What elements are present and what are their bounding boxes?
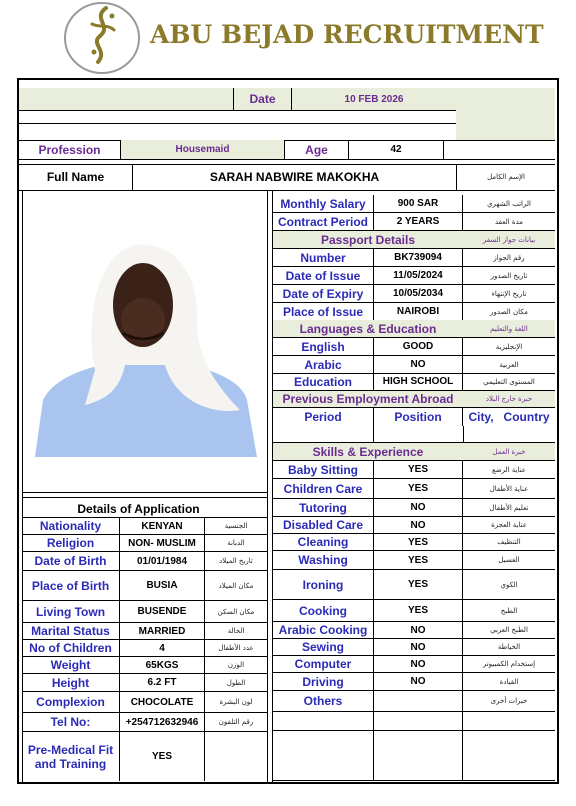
job-label: Contract Period <box>273 213 373 231</box>
application-label: Religion <box>22 534 119 551</box>
application-arabic: مكان الميلاد <box>205 570 267 600</box>
application-arabic: الطول <box>205 673 267 691</box>
divider <box>19 190 555 191</box>
job-arabic: مدة العقد <box>463 213 555 231</box>
employment-title-arabic: خبرة خارج البلاد <box>463 391 555 408</box>
skills-label: Cleaning <box>273 534 373 551</box>
divider <box>463 426 464 443</box>
skills-label: Arabic Cooking <box>273 622 373 639</box>
passport-title-arabic: بيانات جواز السفر <box>463 231 555 249</box>
job-label: Monthly Salary <box>273 195 373 213</box>
application-title: Details of Application <box>77 502 200 516</box>
skills-arabic: خبرات أخرى <box>463 691 555 712</box>
skills-value: NO <box>373 622 463 639</box>
skills-value: NO <box>373 499 463 517</box>
passport-value: 10/05/2034 <box>373 285 463 303</box>
languages-arabic: الإنجليزية <box>463 338 555 356</box>
passport-arabic: تاريخ الإنتهاء <box>463 285 555 303</box>
employment-empty-row <box>273 426 555 443</box>
application-value: 6.2 FT <box>119 673 205 691</box>
skills-arabic: الطبخ العربي <box>463 622 555 639</box>
fullname-value: SARAH NABWIRE MAKOKHA <box>132 164 457 190</box>
employment-location-header: City, Country <box>468 410 550 424</box>
passport-title: Passport Details <box>273 231 463 249</box>
application-label: Pre-Medical Fit and Training <box>22 731 119 781</box>
passport-label: Date of Expiry <box>273 285 373 303</box>
languages-label: English <box>273 338 373 356</box>
employment-title: Previous Employment Abroad <box>273 391 463 408</box>
candidate-photo <box>25 195 265 457</box>
skills-value: NO <box>373 517 463 534</box>
job-value: 2 YEARS <box>373 213 463 231</box>
divider <box>373 426 374 443</box>
skills-arabic: التنظيف <box>463 534 555 551</box>
employment-position-header: Position <box>373 408 463 426</box>
application-label: Nationality <box>22 517 119 534</box>
divider <box>22 497 267 498</box>
skills-value: YES <box>373 461 463 479</box>
employment-period-header: Period <box>304 410 342 424</box>
skills-label: Computer <box>273 656 373 673</box>
application-label: Date of Birth <box>22 551 119 570</box>
skills-title: Skills & Experience <box>273 443 463 461</box>
empty-row <box>463 731 555 781</box>
passport-label: Number <box>273 249 373 267</box>
application-arabic: الوزن <box>205 656 267 673</box>
application-value: BUSENDE <box>119 600 205 622</box>
application-label: Weight <box>22 656 119 673</box>
application-label: Living Town <box>22 600 119 622</box>
skills-label: Children Care <box>273 479 373 499</box>
skills-value: YES <box>373 600 463 622</box>
passport-label: Place of Issue <box>273 303 373 321</box>
passport-arabic: رقم الجواز <box>463 249 555 267</box>
application-value: 01/01/1984 <box>119 551 205 570</box>
empty-row <box>373 731 463 781</box>
company-logo <box>62 0 142 76</box>
age-label: Age <box>285 140 349 159</box>
skills-label: Baby Sitting <box>273 461 373 479</box>
passport-arabic: مكان الصدور <box>463 303 555 321</box>
application-arabic: الديانة <box>205 534 267 551</box>
application-value: MARRIED <box>119 622 205 639</box>
skills-value: YES <box>373 479 463 499</box>
languages-label: Arabic <box>273 356 373 374</box>
company-title: ABU BEJAD RECRUITMENT <box>150 20 544 49</box>
languages-arabic: المستوى التعليمي <box>463 373 555 391</box>
application-value: NON- MUSLIM <box>119 534 205 551</box>
languages-value: NO <box>373 356 463 374</box>
passport-value: NAIROBI <box>373 303 463 321</box>
application-value: CHOCOLATE <box>119 691 205 712</box>
skills-arabic: القيادة <box>463 673 555 691</box>
profession-label: Profession <box>38 142 101 157</box>
languages-value: HIGH SCHOOL <box>373 373 463 391</box>
languages-label: Education <box>273 373 373 391</box>
job-arabic: الراتب الشهري <box>463 195 555 213</box>
application-arabic: الحالة <box>205 622 267 639</box>
divider <box>19 110 456 111</box>
skills-label: Ironing <box>273 570 373 600</box>
divider <box>267 190 268 784</box>
application-label: Height <box>22 673 119 691</box>
date-label: Date <box>233 88 292 110</box>
passport-arabic: تاريخ الصدور <box>463 267 555 285</box>
languages-arabic: العربية <box>463 356 555 374</box>
top-right-box <box>456 88 555 140</box>
application-label: Complexion <box>22 691 119 712</box>
passport-value: BK739094 <box>373 249 463 267</box>
divider <box>22 492 267 493</box>
application-arabic: لون البشرة <box>205 691 267 712</box>
application-value: 65KGS <box>119 656 205 673</box>
profession-value: Housemaid <box>120 140 285 159</box>
skills-value: NO <box>373 673 463 691</box>
job-value: 900 SAR <box>373 195 463 213</box>
fullname-arabic: الإسم الكامل <box>487 173 525 181</box>
skills-arabic: الكوي <box>463 570 555 600</box>
application-arabic: مكان السكن <box>205 600 267 622</box>
age-value: 42 <box>349 140 444 159</box>
skills-label: Cooking <box>273 600 373 622</box>
passport-label: Date of Issue <box>273 267 373 285</box>
skills-arabic: الغسيل <box>463 551 555 570</box>
application-value: +254712632946 <box>119 712 205 731</box>
application-value: BUSIA <box>119 570 205 600</box>
skills-value: NO <box>373 656 463 673</box>
skills-title-arabic: خبرة العمل <box>463 443 555 461</box>
skills-arabic: تعليم الأطفال <box>463 499 555 517</box>
application-value: YES <box>119 731 205 781</box>
skills-label: Driving <box>273 673 373 691</box>
skills-arabic: عناية العجزة <box>463 517 555 534</box>
application-arabic <box>205 731 267 781</box>
application-arabic: الجنسية <box>205 517 267 534</box>
skills-arabic: عناية الرضع <box>463 461 555 479</box>
empty-row <box>373 712 463 731</box>
date-value: 10 FEB 2026 <box>344 93 404 105</box>
application-label: Tel No: <box>22 712 119 731</box>
skills-label: Washing <box>273 551 373 570</box>
skills-label: Sewing <box>273 639 373 656</box>
application-arabic: عدد الأطفال <box>205 639 267 656</box>
skills-value: YES <box>373 534 463 551</box>
application-label: Place of Birth <box>22 570 119 600</box>
skills-arabic: عناية الأطفال <box>463 479 555 499</box>
application-arabic: تاريخ الميلاد <box>205 551 267 570</box>
skills-value: NO <box>373 639 463 656</box>
application-label: Marital Status <box>22 622 119 639</box>
skills-label: Others <box>273 691 373 712</box>
skills-value: YES <box>373 551 463 570</box>
skills-arabic: الخياطة <box>463 639 555 656</box>
languages-title-arabic: اللغة والتعليم <box>463 320 555 338</box>
languages-value: GOOD <box>373 338 463 356</box>
application-value: 4 <box>119 639 205 656</box>
application-label: No of Children <box>22 639 119 656</box>
divider <box>19 159 555 160</box>
passport-value: 11/05/2024 <box>373 267 463 285</box>
empty-row <box>273 731 373 781</box>
skills-label: Tutoring <box>273 499 373 517</box>
skills-value: YES <box>373 570 463 600</box>
skills-arabic: إستخدام الكمبيوتر <box>463 656 555 673</box>
application-arabic: رقم التلفون <box>205 712 267 731</box>
skills-label: Disabled Care <box>273 517 373 534</box>
divider <box>19 123 456 124</box>
empty-row <box>273 712 373 731</box>
skills-value <box>373 691 463 712</box>
fullname-label: Full Name <box>46 170 105 184</box>
application-value: KENYAN <box>119 517 205 534</box>
languages-title: Languages & Education <box>273 320 463 338</box>
empty-row <box>463 712 555 731</box>
skills-arabic: الطبخ <box>463 600 555 622</box>
